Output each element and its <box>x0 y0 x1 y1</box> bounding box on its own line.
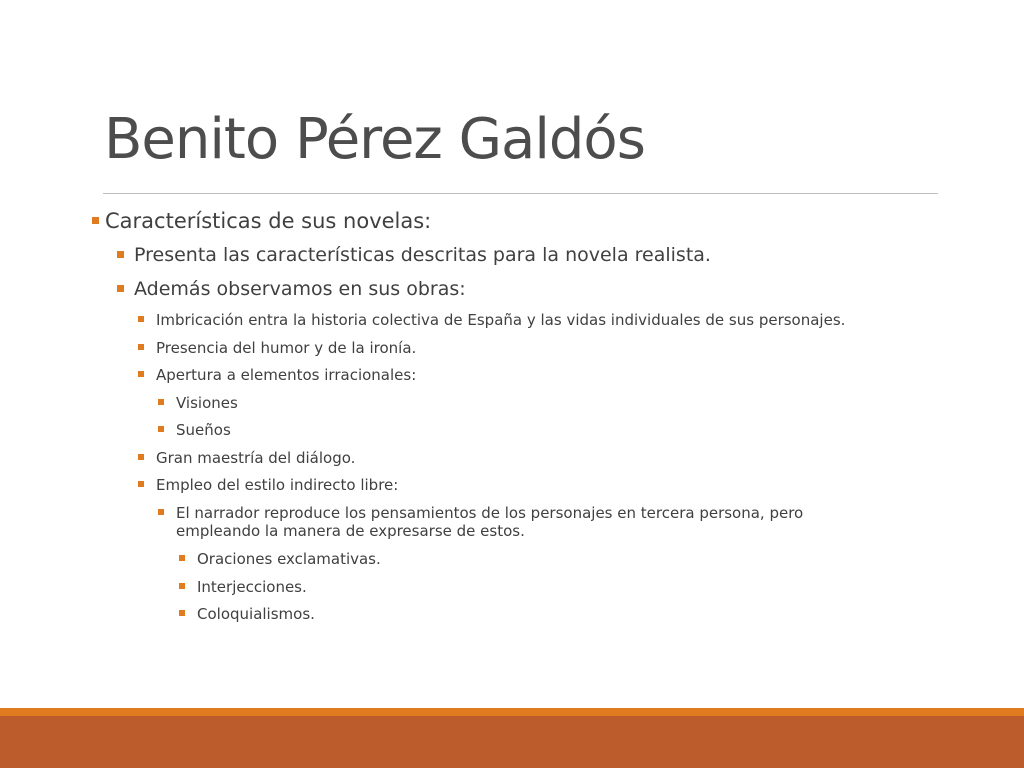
square-bullet-icon <box>158 426 164 432</box>
square-bullet-icon <box>179 555 185 561</box>
bullet-item <box>158 421 231 439</box>
title-divider <box>103 193 938 194</box>
square-bullet-icon <box>179 583 185 589</box>
bullet-text: Oraciones exclamativas. <box>197 550 381 568</box>
bullet-text: El narrador reproduce los pensamientos de los personajes en tercera persona, pero empleando la manera de expresarse de estos. <box>176 504 804 540</box>
bullet-item <box>138 476 398 494</box>
slide-title: Benito Pérez Galdós <box>104 107 645 172</box>
square-bullet-icon <box>158 399 164 405</box>
bullet-item <box>117 278 466 300</box>
bullet-text: Visiones <box>176 394 238 412</box>
square-bullet-icon <box>92 217 99 224</box>
bullet-text: Imbricación entra la historia colectiva de España y las vidas individuales de sus personajes. <box>156 311 846 329</box>
square-bullet-icon <box>138 481 144 487</box>
footer-accent-stripe <box>0 708 1024 716</box>
bullet-item <box>138 339 416 357</box>
bullet-item <box>179 550 381 568</box>
bullet-text: Además observamos en sus obras: <box>134 278 466 300</box>
square-bullet-icon <box>138 454 144 460</box>
bullet-text: Coloquialismos. <box>197 605 315 623</box>
bullet-text: Sueños <box>176 421 231 439</box>
square-bullet-icon <box>117 285 124 292</box>
bullet-text: Características de sus novelas: <box>105 209 432 233</box>
bullet-text: Apertura a elementos irracionales: <box>156 366 417 384</box>
bullet-item <box>179 605 315 623</box>
bullet-item <box>158 504 866 540</box>
bullet-item <box>117 244 711 266</box>
bullet-item <box>138 449 355 467</box>
square-bullet-icon <box>179 610 185 616</box>
bullet-text: Presenta las características descritas para la novela realista. <box>134 244 711 266</box>
square-bullet-icon <box>138 316 144 322</box>
bullet-item <box>138 366 416 384</box>
square-bullet-icon <box>138 371 144 377</box>
bullet-item <box>92 209 431 233</box>
bullet-text: Empleo del estilo indirecto libre: <box>156 476 399 494</box>
bullet-text: Presencia del humor y de la ironía. <box>156 339 417 357</box>
square-bullet-icon <box>138 344 144 350</box>
footer-band <box>0 716 1024 768</box>
bullet-item <box>138 311 845 329</box>
bullet-item <box>158 394 238 412</box>
bullet-text: Interjecciones. <box>197 578 307 596</box>
bullet-text: Gran maestría del diálogo. <box>156 449 356 467</box>
square-bullet-icon <box>117 251 124 258</box>
bullet-item <box>179 578 307 596</box>
square-bullet-icon <box>158 509 164 515</box>
